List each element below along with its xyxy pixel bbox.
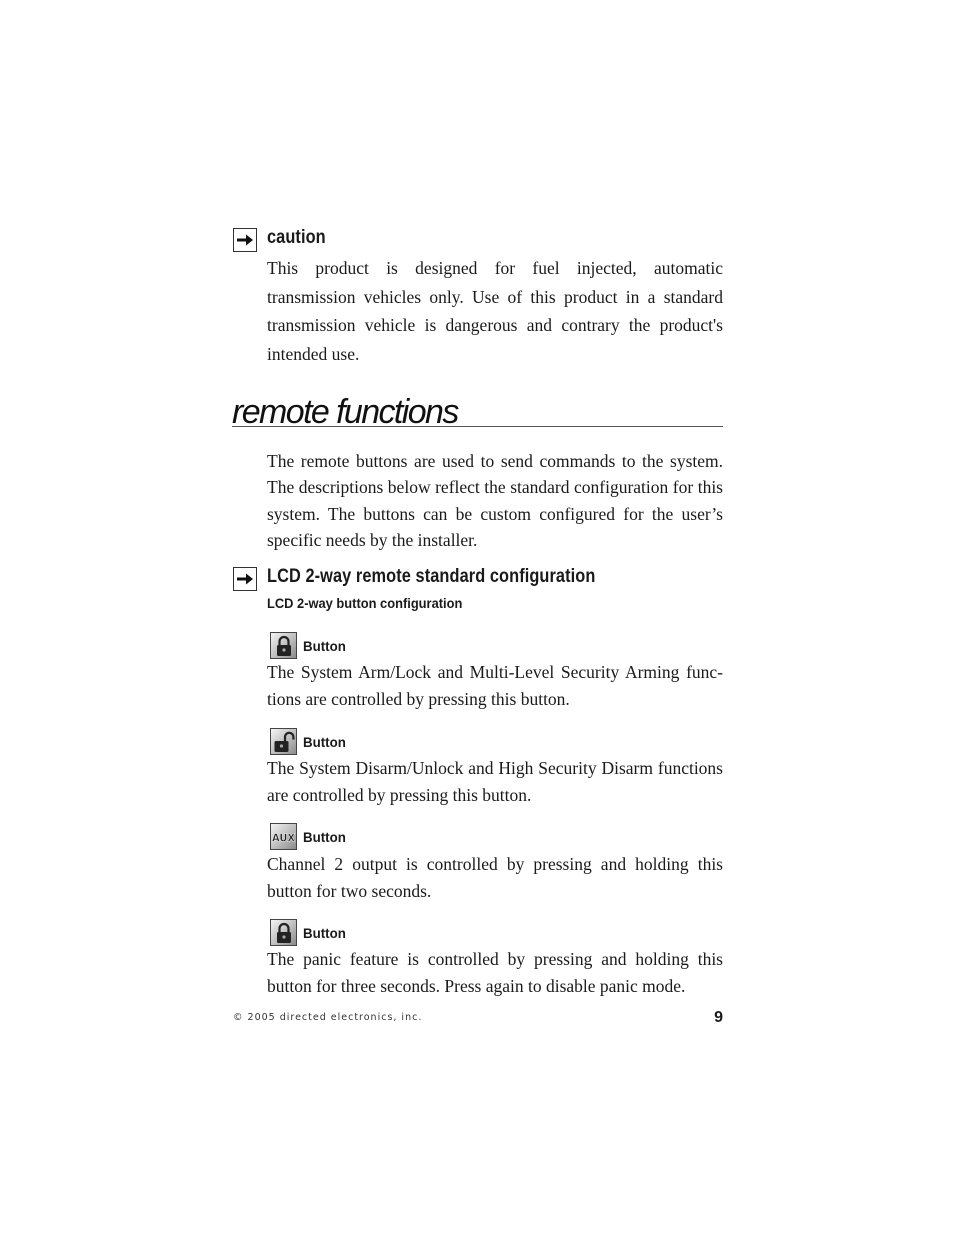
arrow-right-icon (233, 567, 257, 591)
button-label: Button (303, 925, 346, 941)
lcd-subheading: LCD 2-way button configuration (267, 595, 463, 611)
arrow-right-icon (233, 228, 257, 252)
button-description: Channel 2 output is controlled by pressing and holding this button for two seconds. (267, 854, 723, 901)
footer-copyright: © 2005 directed electronics, inc. (233, 1012, 423, 1023)
lcd-heading: LCD 2-way remote standard configuration (267, 566, 596, 587)
section-intro: The remote buttons are used to send commands to the system. The descriptions below reflect the standard configuration for this system. The buttons can be custom configured for the user’s specific needs by the installer. (267, 451, 723, 550)
button-description: The panic feature is controlled by pressing and holding this button for three seconds. Press again to disable panic mode. (267, 949, 723, 996)
lock-icon (270, 919, 297, 946)
section-title: remote functions (232, 393, 458, 431)
lock-icon (270, 632, 297, 659)
aux-icon-text: AUX (272, 832, 295, 844)
button-label: Button (303, 638, 346, 654)
caution-heading: caution (267, 227, 326, 248)
caution-text: This product is designed for fuel injected, automatic transmission vehicles only. Use of this product in a standard transmission vehicle is dangerous and contrary the product's intended use. (267, 258, 723, 364)
title-rule (232, 426, 723, 427)
page-number: 9 (714, 1009, 723, 1026)
button-label: Button (303, 734, 346, 750)
button-label: Button (303, 829, 346, 845)
button-description: The System Disarm/Unlock and High Security Disarm functions are controlled by pressing this button. (267, 758, 723, 805)
unlock-icon (270, 728, 297, 755)
button-description: The System Arm/Lock and Multi-Level Security Arming func-tions are controlled by pressing this button. (267, 662, 723, 709)
aux-icon (270, 823, 297, 850)
